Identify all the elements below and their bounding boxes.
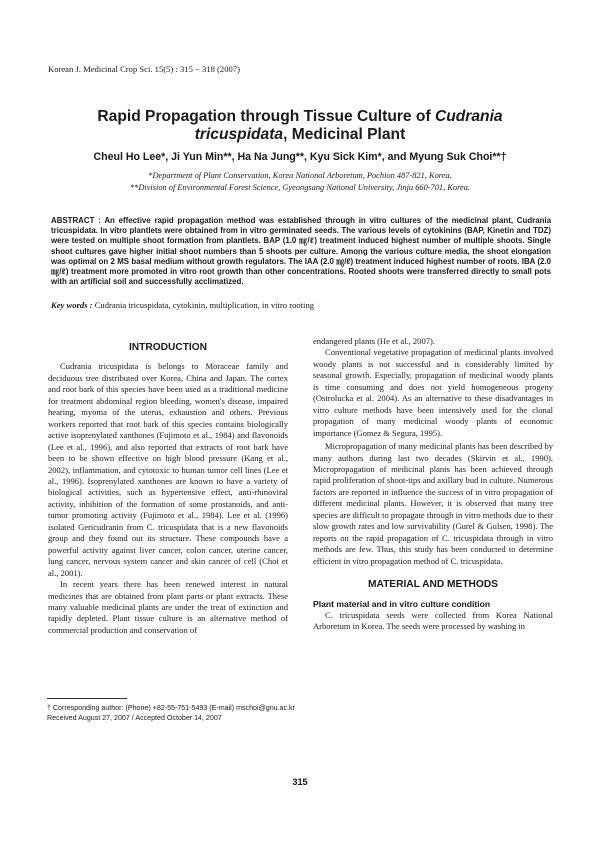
- right-paragraph-3: Micropropagation of many medicinal plants has been described by many authors during last two decades (Skirvin et al., 1990). Micropropagation of medicinal plants has been achieved through rapid proliferation of shoot-tips and axillary bud in culture. Numerous factors are reported in influence the success of in vitro propagation of different medicinal plants. However, it is observed that many tree species are difficult to propagate through in vitro methods due to their slow growth rates and low survivability (Gurel & Gulsen, 1998). The reports on the rapid propagation of C. tricuspidata through in vitro methods are few. Thus, this study has been conducted to determine efficient in vitro propagation method of C. tricuspidata.: [313, 441, 553, 566]
- right-paragraph-1: endangered plants (He et al., 2007).: [313, 336, 435, 346]
- paper-title: [0, 108, 600, 144]
- title-line1-italic: Cudrania: [435, 108, 503, 125]
- intro-paragraph-2: In recent years there has been renewed interest in natural medicines that are obtained from plant parts or plant extracts. These many valuable medicinal plants are under the treat of extinction and rapidly depleted. Plant tissue culture is an alternative method of commercial production and conservation of: [48, 579, 288, 635]
- title-line1-text: Rapid Propagation through Tissue Culture of: [97, 108, 435, 125]
- corresponding-author: † Corresponding author: (Phone) +82-55-751-5493 (E-mail) mschoi@gnu.ac.kr: [47, 704, 295, 712]
- abstract-text: An effective rapid propagation method was established through in vitro cultures of the medicinal plant, Cudrania tricuspidata. In vitro plantlets were obtained from in vitro germinated seeds. The various levels of cytokinins (BAP, Kinetin and TDZ) were tested on multiple shoot formation from plantlets. BAP (1.0 ㎎/ℓ) treatment induced highest number of multiple shoots. Single shoot cultures gave higher initial shoot numbers than 5 shoots per culture. Among the various culture media, the shoot elongation was optimal on 2 MS basal medium without growth regulators. The IAA (2.0 ㎎/ℓ) treatment induced highest number of roots. IBA (2.0 ㎎/ℓ) treatment more promoted in vitro root growth than other concentrations. Rooted shoots were transferred directly to small pots with an artificial soil and successfully acclimatized.: [51, 216, 552, 287]
- footnote: [47, 703, 295, 723]
- methods-paragraph-1: C. tricuspidata seeds were collected from Korea National Arboretum in Korea. The seeds were processed by washing in: [313, 609, 553, 632]
- abstract-label: ABSTRACT :: [51, 216, 101, 225]
- keywords: [51, 300, 551, 310]
- page-number: 315: [292, 777, 308, 787]
- left-column: [48, 336, 288, 636]
- title-line2-text: , Medicinal Plant: [283, 126, 406, 143]
- right-paragraph-2: Conventional vegetative propagation of medicinal plants involved woody plants is not successful and is considerably limited by seasonal growth. Especially, propagation of medicinal woody plants is time consuming and does not yield homogeneous progeny (Ostrolucka et al. 2004). As an alternative to these disadvantages in vitro culture methods have been intensively used for the clonal propagation of many medicinal woody plants of economic importance (Gomez & Segura, 1995).: [313, 347, 553, 438]
- methods-heading: MATERIAL AND METHODS: [368, 579, 498, 591]
- author-list: Cheul Ho Lee*, Ji Yun Min**, Ha Na Jung**, Kyu Sick Kim*, and Myung Suk Choi**†: [93, 151, 507, 163]
- abstract: [51, 216, 551, 287]
- intro-paragraph-1: Cudrania tricuspidata is belongs to Moraceae family and deciduous tree distributed over Korea, China and Japan. The cortex and root bark of this species have been used as a traditional medicine for treatment abdominal region bleeding, women's disease, impaired hearing, myoma of the uterus, exhaustion and others. Previous workers reported that root bark of this species contains biologically active isoprenylated xanthones (Fujimoto et al., 1984) and flavonoids (Lee et al., 1996), and also reported that extracts of root bark have been to be shown effective on high blood pressure (Kang et al., 2002), inflammation, and cytotoxic to human tumor cell lines (Lee et al., 1996). Isoprenylated xanthones are known to have a variety of biological activities, such as hypertensive effect, anti-rhinoviral activity, inhibition of the formation of some prostanoids, and anti-tumor promoting activity (Fujimoto et al., 1984). Lee et al. (1996) isolated Gericudranin from C. tricuspidata that is a new flavonoids group and they found out its structure. These compounds have a powerful activity against liver cancer, colon cancer, uterine cancer, lung cancer, nervous system cancer and skin cancer of cell (Choi et al., 2001).: [48, 361, 288, 578]
- title-line2-italic: tricuspidata: [194, 126, 284, 143]
- right-column: [313, 336, 553, 633]
- journal-citation: Korean J. Medicinal Crop Sci. 15(5) : 315 − 318 (2007): [48, 64, 240, 74]
- affiliation-2: **Division of Environmental Forest Science, Gyeongsang National University, Jinju 660-701, Korea.: [129, 183, 471, 192]
- methods-subheading: Plant material and in vitro culture condition: [313, 598, 491, 609]
- received-accepted: Received August 27, 2007 / Accepted October 14, 2007: [47, 714, 222, 722]
- keywords-text: Cudrania tricuspidata, cytokinin, multiplication, in vitro rooting: [92, 300, 315, 310]
- introduction-heading: INTRODUCTION: [128, 342, 208, 353]
- footnote-rule: [47, 698, 127, 699]
- affiliation-1: *Department of Plant Conservation, Korea National Arboretum, Pochion 487-821, Korea.: [148, 171, 452, 180]
- keywords-label: Key words :: [51, 300, 93, 310]
